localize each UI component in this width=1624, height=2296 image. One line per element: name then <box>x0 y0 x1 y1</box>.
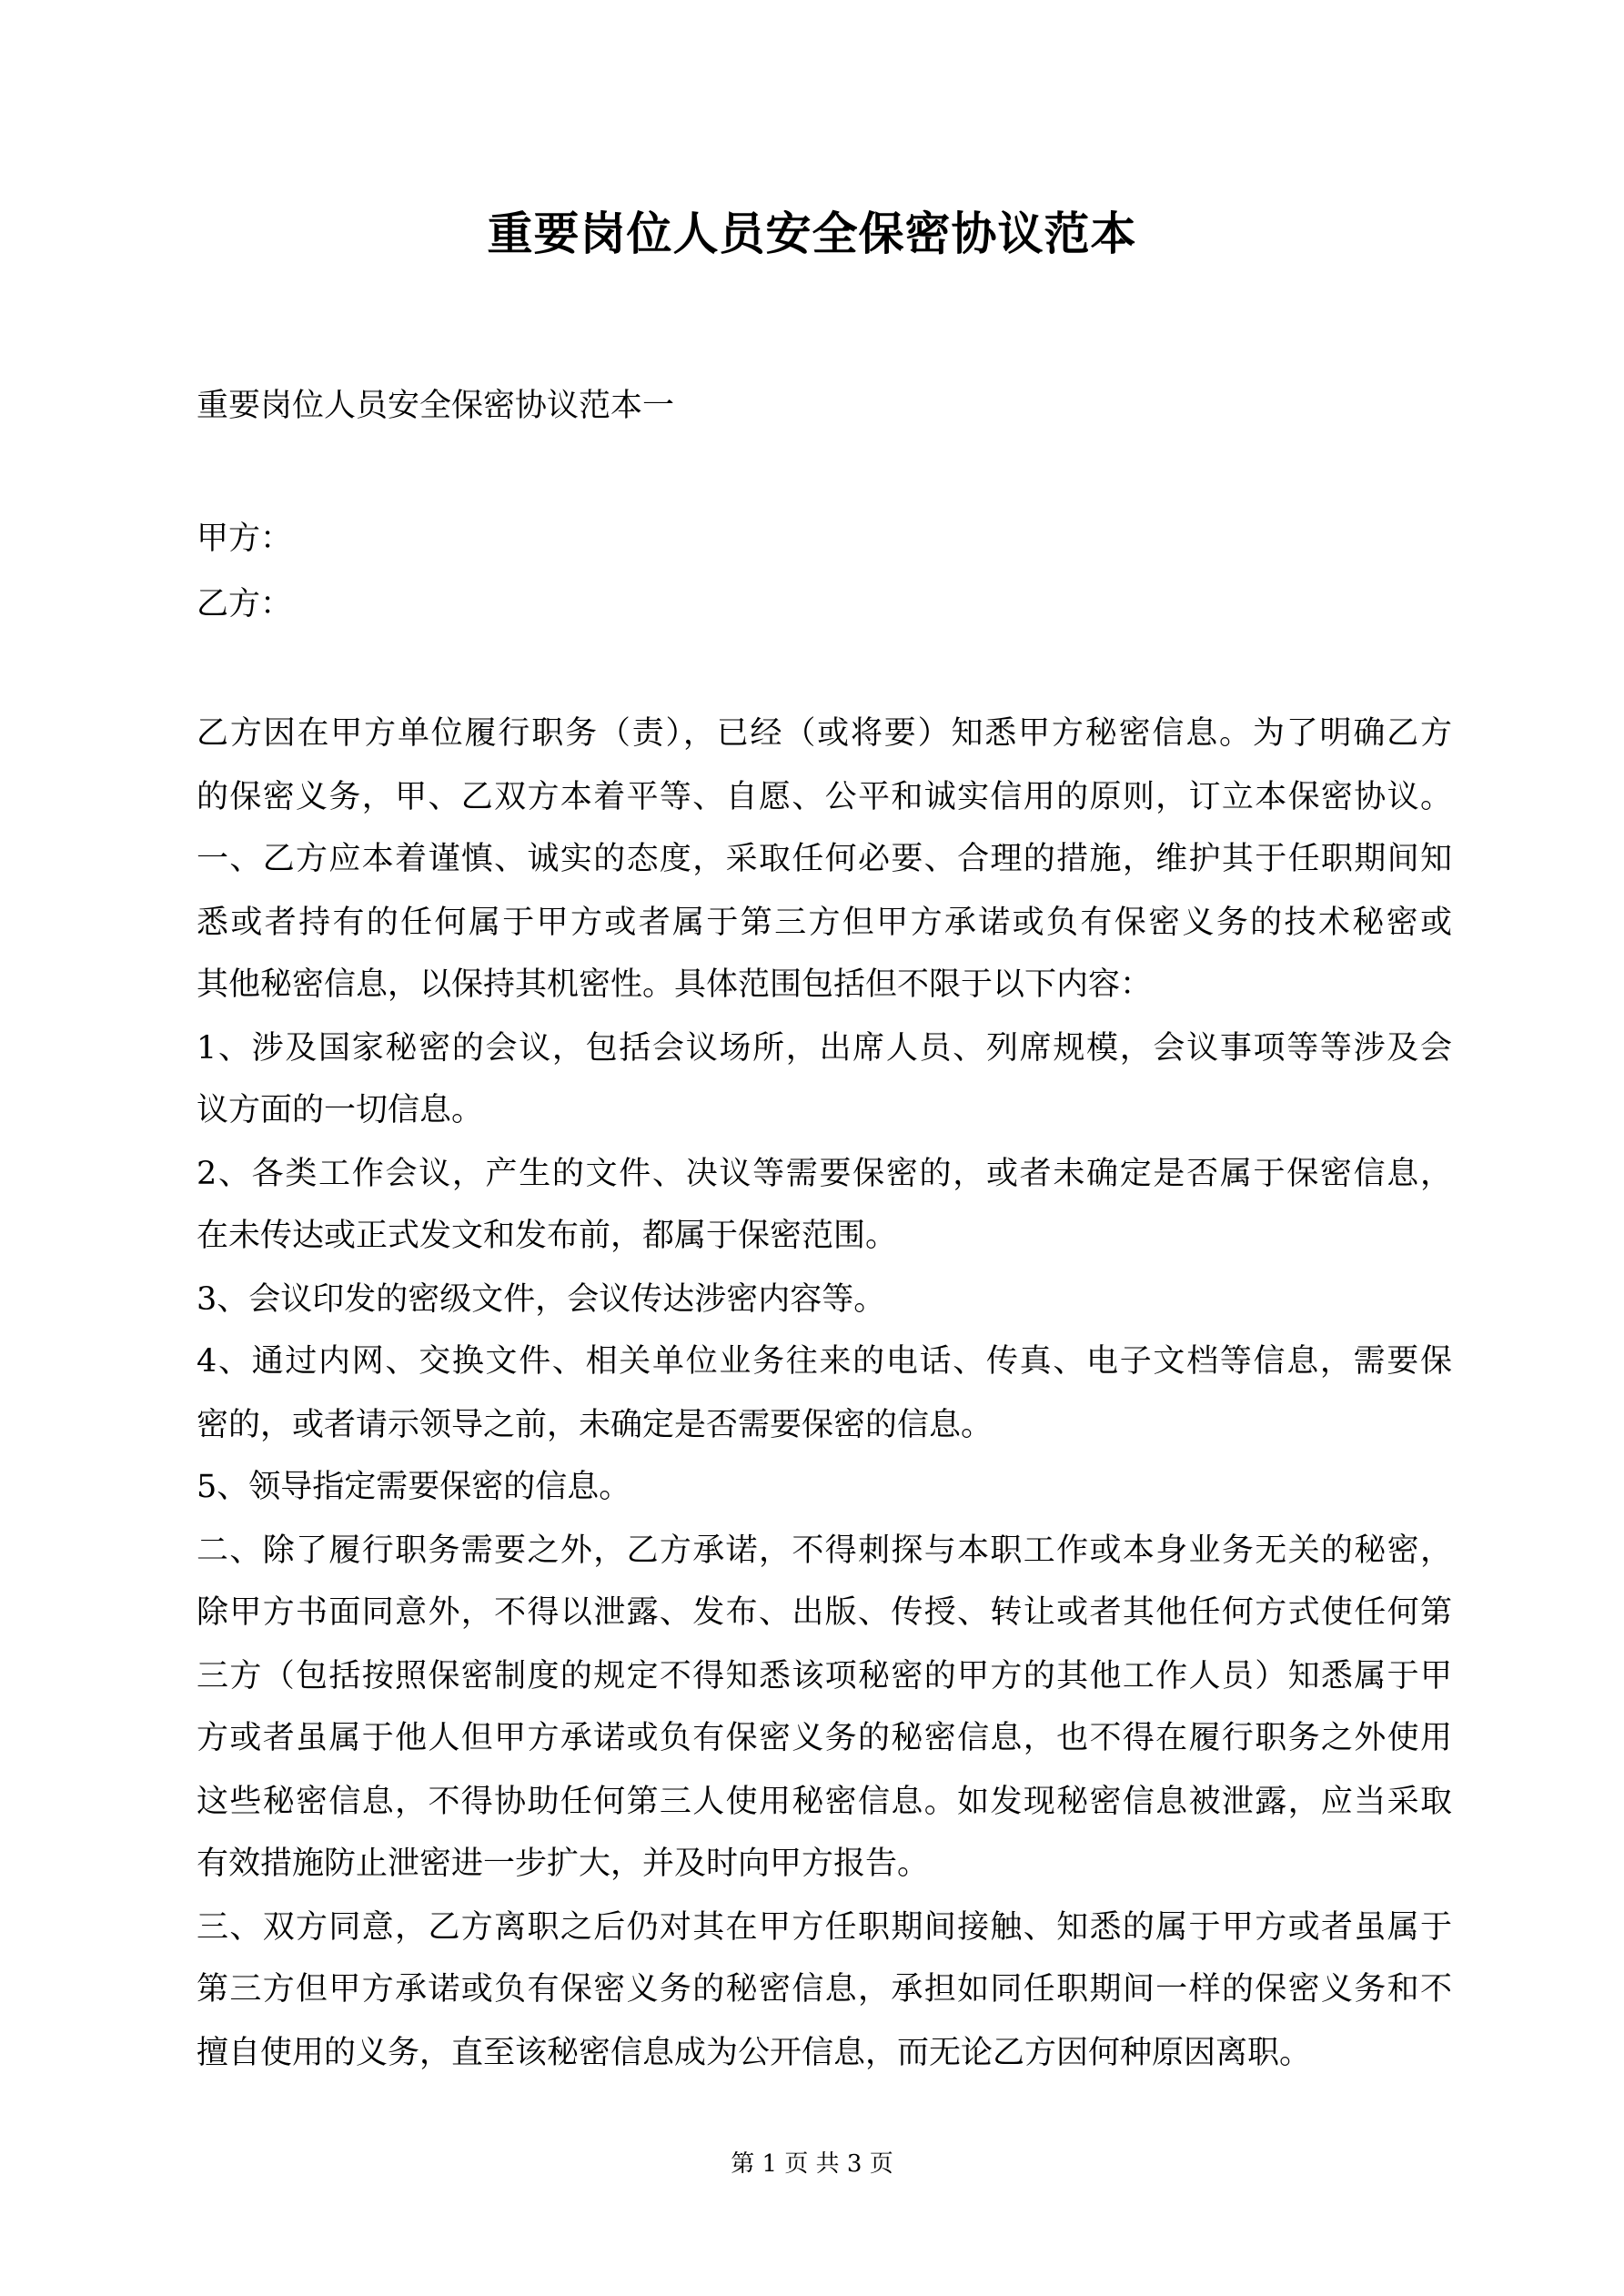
body-line-12: 密的，或者请示领导之前，未确定是否需要保密的信息。 <box>197 1407 994 1443</box>
body-line-8: 2、各类工作会议，产生的文件、决议等需要保密的，或者未确定是否属于保密信息， <box>197 1156 1452 1192</box>
body-line-15: 除甲方书面同意外，不得以泄露、发布、出版、传授、转让或者其他任何方式使任何第 <box>197 1594 1452 1631</box>
body-line-4: 悉或者持有的任何属于甲方或者属于第三方但甲方承诺或负有保密义务的技术秘密或 <box>197 905 1452 941</box>
body-line-6: 1、涉及国家秘密的会议，包括会议场所，出席人员、列席规模，会议事项等等涉及会 <box>197 1030 1452 1067</box>
body-line-13: 5、领导指定需要保密的信息。 <box>197 1469 631 1505</box>
page-number-footer: 第 1 页 共 3 页 <box>731 2150 893 2178</box>
body-line-17: 方或者虽属于他人但甲方承诺或负有保密义务的秘密信息，也不得在履行职务之外使用 <box>197 1720 1452 1756</box>
body-line-16: 三方（包括按照保密制度的规定不得知悉该项秘密的甲方的其他工作人员）知悉属于甲 <box>197 1658 1452 1694</box>
body-line-9: 在未传达或正式发文和发布前，都属于保密范围。 <box>197 1218 898 1254</box>
body-line-22: 擅自使用的义务，直至该秘密信息成为公开信息，而无论乙方因何种原因离职。 <box>197 2035 1312 2071</box>
body-line-19: 有效措施防止泄密进一步扩大，并及时向甲方报告。 <box>197 1846 930 1882</box>
body-line-14: 二、除了履行职务需要之外，乙方承诺，不得刺探与本职工作或本身业务无关的秘密， <box>197 1532 1452 1569</box>
body-line-20: 三、双方同意，乙方离职之后仍对其在甲方任职期间接触、知悉的属于甲方或者虽属于 <box>197 1909 1452 1946</box>
body-line-2: 的保密义务，甲、乙双方本着平等、自愿、公平和诚实信用的原则，订立本保密协议。 <box>197 779 1452 815</box>
body-line-3: 一、乙方应本着谨慎、诚实的态度，采取任何必要、合理的措施，维护其于任职期间知 <box>197 841 1452 877</box>
body-line-5: 其他秘密信息，以保持其机密性。具体范围包括但不限于以下内容： <box>197 966 1153 1003</box>
body-line-1: 乙方因在甲方单位履行职务（责），已经（或将要）知悉甲方秘密信息。为了明确乙方 <box>197 715 1452 752</box>
body-line-7: 议方面的一切信息。 <box>197 1092 484 1128</box>
body-line-11: 4、通过内网、交换文件、相关单位业务往来的电话、传真、电子文档等信息，需要保 <box>197 1343 1452 1380</box>
party-a-label: 甲方： <box>197 521 293 557</box>
document-title: 重要岗位人员安全保密协议范本 <box>487 207 1137 260</box>
body-line-21: 第三方但甲方承诺或负有保密义务的秘密信息，承担如同任职期间一样的保密义务和不 <box>197 1971 1452 2008</box>
body-line-18: 这些秘密信息，不得协助任何第三人使用秘密信息。如发现秘密信息被泄露，应当采取 <box>197 1784 1452 1820</box>
document-subtitle: 重要岗位人员安全保密协议范本一 <box>197 388 675 424</box>
body-line-10: 3、会议印发的密级文件，会议传达涉密内容等。 <box>197 1281 886 1318</box>
party-b-label: 乙方： <box>197 586 293 622</box>
